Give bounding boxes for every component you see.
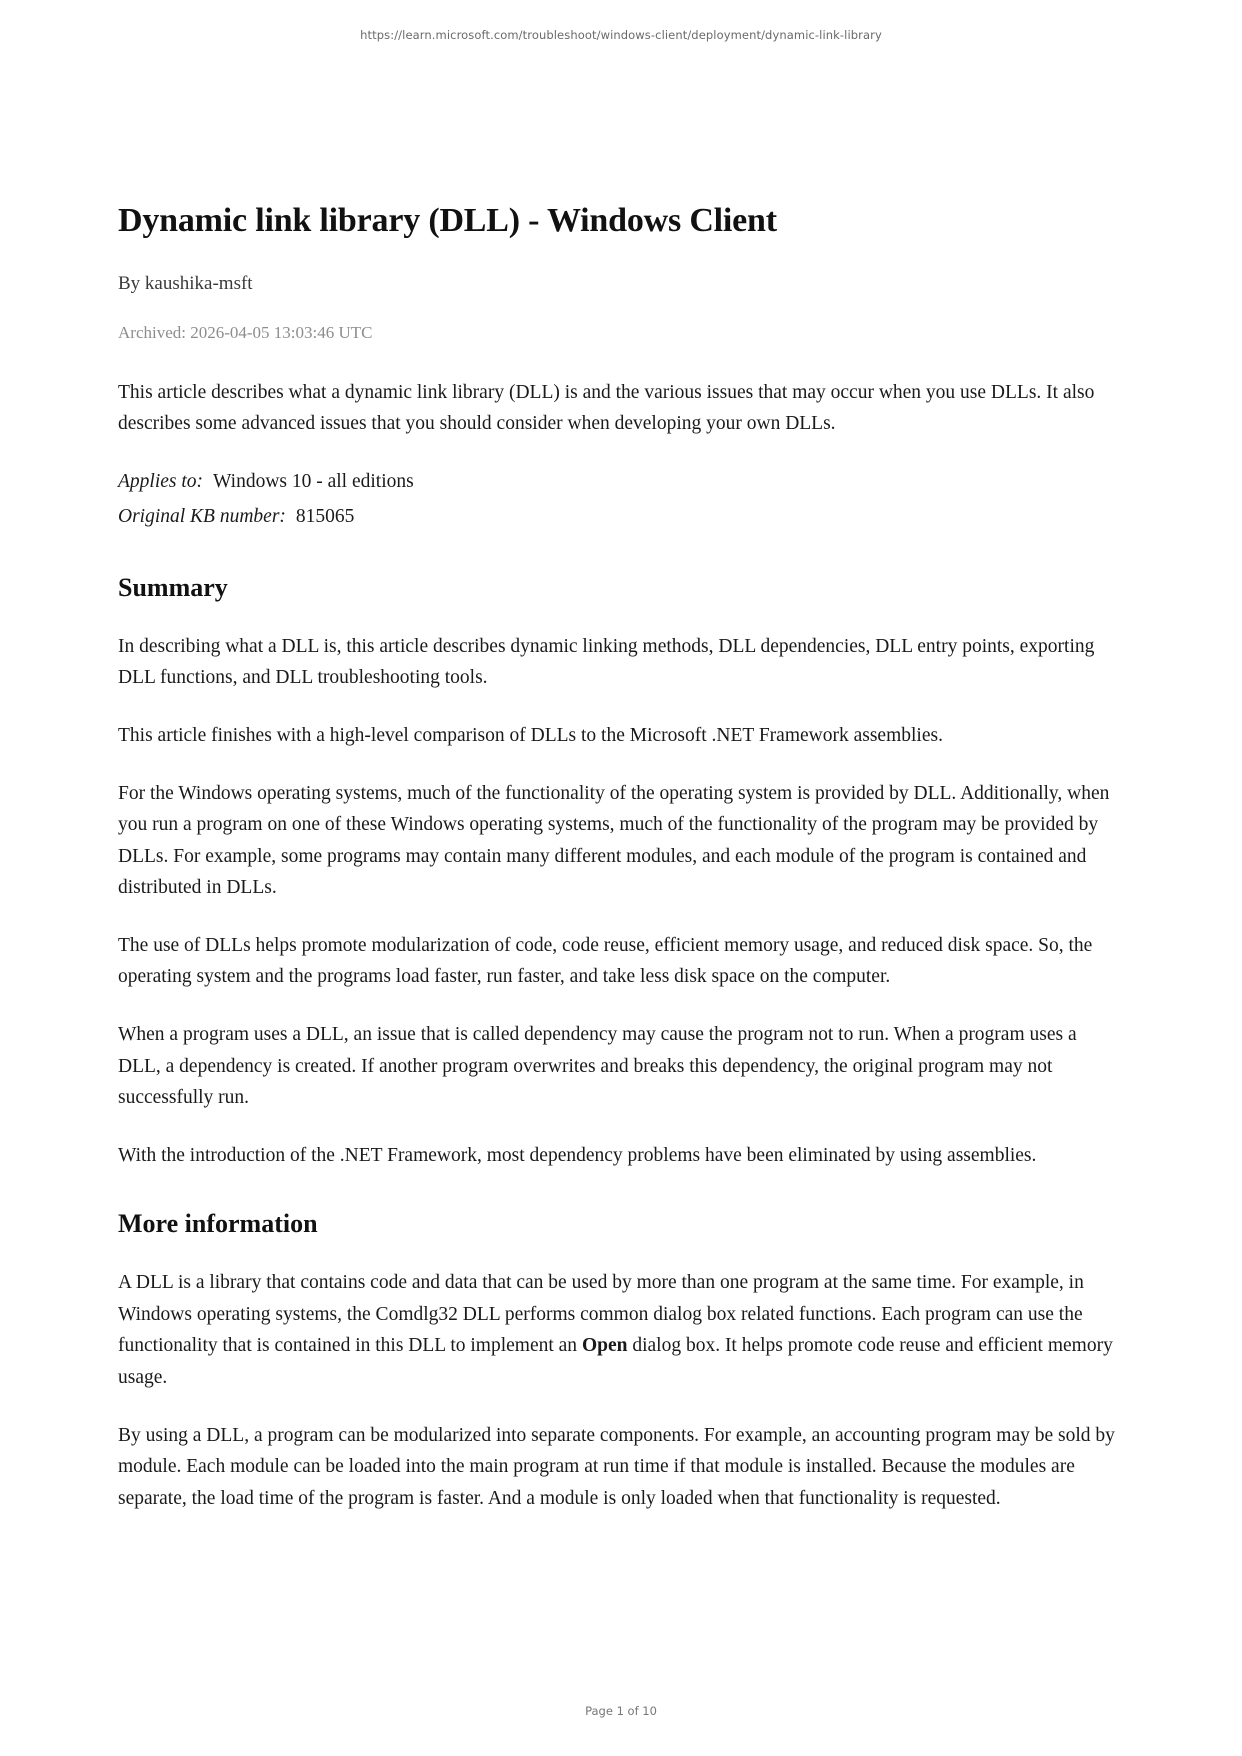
applies-to-label: Applies to: <box>118 470 204 492</box>
more-info-paragraph-2: By using a DLL, a program can be modularized into separate components. For example, an accounting program may be sold by module. Each module can be loaded into the main program at run time if that module is installed. Because the modules are separate, the load time of the program is faster. And a module is only loaded when that functionality is requested. <box>118 1424 1115 1509</box>
open-dialog-emphasis: Open <box>581 1335 628 1357</box>
more-info-paragraph-1-part1: A DLL is a library that contains code and data that can be used by more than one program at the same time. For example, in Windows operating systems, the Comdlg32 DLL performs common dialog box related functions. Each program can use the functionality that is contained in this DLL to implement an <box>118 1272 1084 1357</box>
section-heading-more-information: More information <box>118 1209 318 1239</box>
summary-paragraph-5: When a program uses a DLL, an issue that is called dependency may cause the program not to run. When a program uses a DLL, a dependency is created. If another program overwrites and breaks this dependency, the original program may not successfully run. <box>118 1024 1077 1109</box>
article-content <box>118 200 1120 1540</box>
section-heading-summary: Summary <box>118 572 228 602</box>
kb-number-line <box>118 501 1120 533</box>
more-info-paragraph-1 <box>118 1267 1120 1393</box>
archived-timestamp: Archived: 2026-04-05 13:03:46 UTC <box>118 322 373 342</box>
summary-paragraph-1: In describing what a DLL is, this article describes dynamic linking methods, DLL dependencies, DLL entry points, exporting DLL functions, and DLL troubleshooting tools. <box>118 635 1095 689</box>
author-byline: By kaushika-msft <box>118 272 253 294</box>
source-url: https://learn.microsoft.com/troubleshoot/windows-client/deployment/dynamic-link-library <box>360 28 882 42</box>
kb-number-label: Original KB number: <box>118 506 286 528</box>
summary-paragraph-3: For the Windows operating systems, much of the functionality of the operating system is provided by DLL. Additionally, when you run a program on one of these Windows operating systems, much of the functionality of the program may be provided by DLLs. For example, some programs may contain many different modules, and each module of the program is contained and distributed in DLLs. <box>118 782 1110 899</box>
article-metadata <box>118 466 1120 533</box>
summary-paragraph-4: The use of DLLs helps promote modularization of code, code reuse, efficient memory usage, and reduced disk space. So, the operating system and the programs load faster, run faster, and take less disk space on the computer. <box>118 934 1093 988</box>
summary-paragraph-6: With the introduction of the .NET Framework, most dependency problems have been eliminated by using assemblies. <box>118 1144 1037 1166</box>
summary-paragraph-2: This article finishes with a high-level comparison of DLLs to the Microsoft .NET Framework assemblies. <box>118 724 943 746</box>
applies-to-line <box>118 466 1120 498</box>
kb-number-value: 815065 <box>295 506 355 528</box>
applies-to-value: Windows 10 - all editions <box>213 470 414 492</box>
page-title: Dynamic link library (DLL) - Windows Client <box>118 202 777 239</box>
intro-paragraph: This article describes what a dynamic link library (DLL) is and the various issues that may occur when you use DLLs. It also describes some advanced issues that you should consider when developing your own DLLs. <box>118 381 1095 435</box>
more-info-paragraph-1-part2: dialog box. It helps promote code reuse and efficient memory usage. <box>118 1335 1113 1389</box>
page-footer: Page 1 of 10 <box>585 1704 657 1718</box>
